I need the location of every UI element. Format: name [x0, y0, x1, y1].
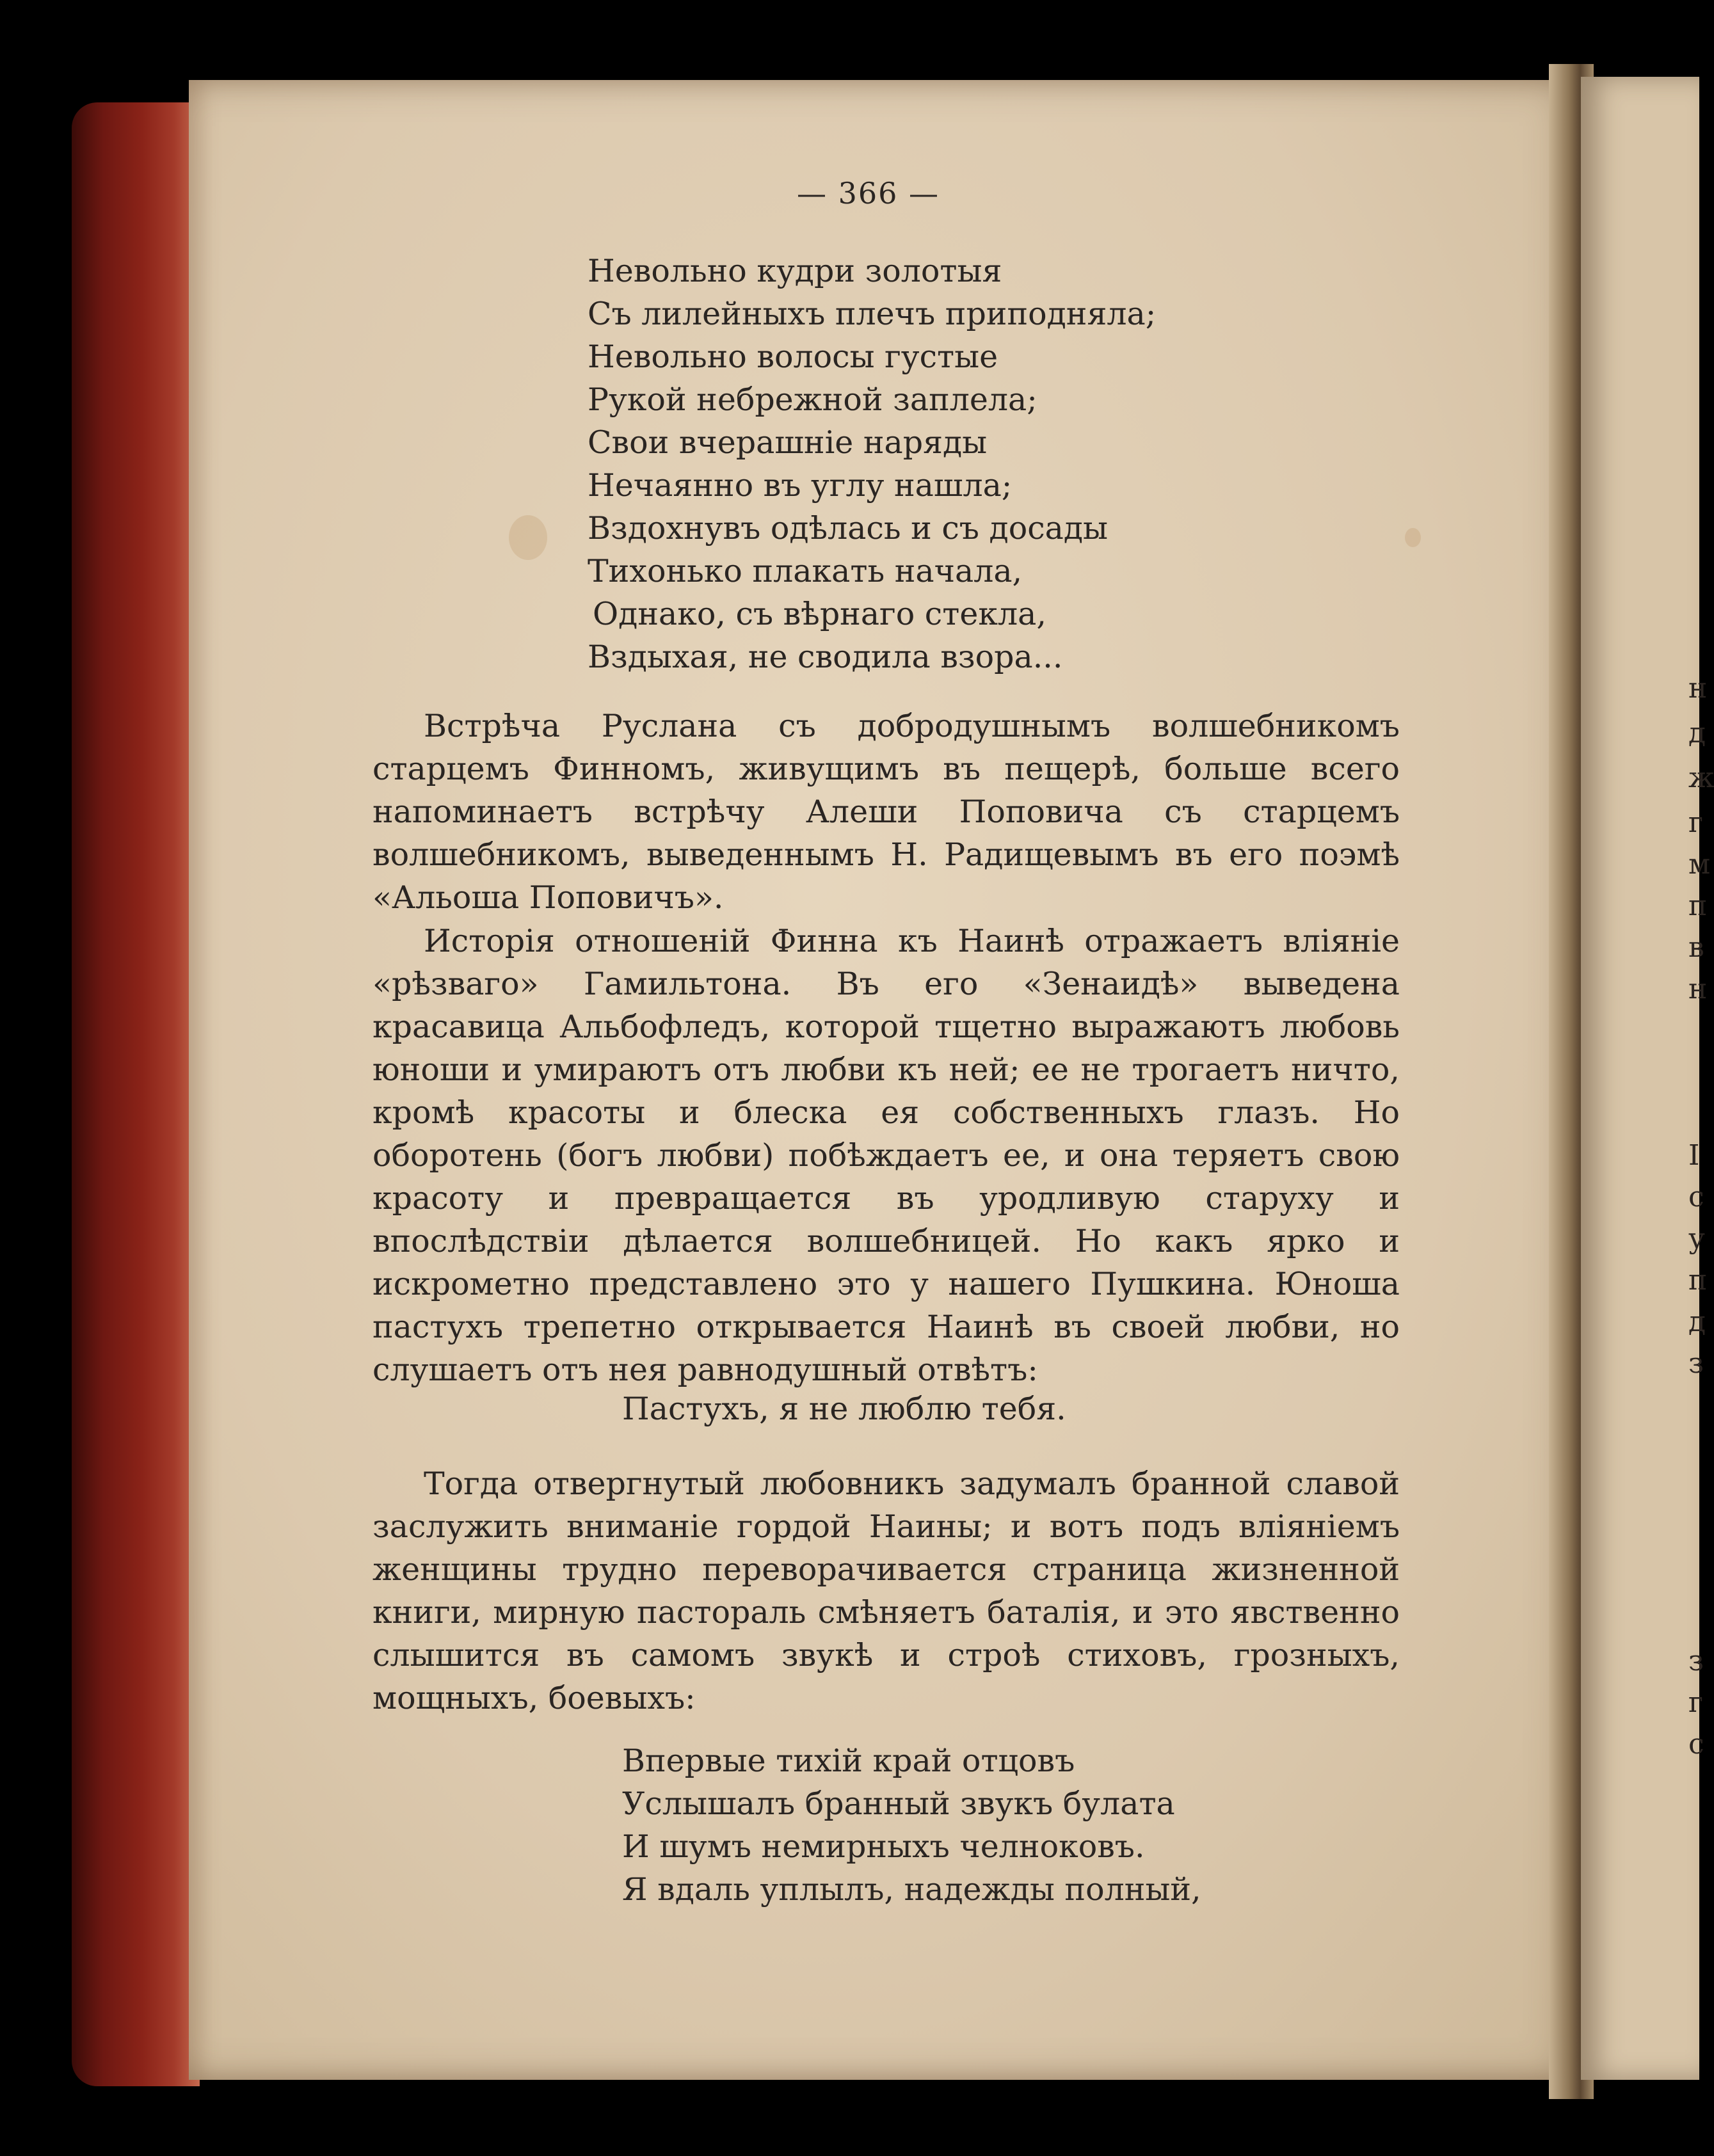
verse-line: Нечаянно въ углу нашла; [588, 467, 1013, 504]
adjacent-page-fragment: в [1688, 931, 1704, 964]
adjacent-page-fragment: у [1688, 1222, 1705, 1255]
paper-stain [509, 515, 547, 560]
verse-line: И шумъ немирныхъ челноковъ. [622, 1828, 1145, 1865]
verse-line: Впервые тихій край отцовъ [622, 1743, 1075, 1779]
adjacent-page [1581, 77, 1714, 2080]
verse-line: Рукой небрежной заплела; [588, 381, 1037, 418]
verse-block [622, 1739, 1201, 1911]
verse-line: Съ лилейныхъ плечъ приподняла; [588, 296, 1157, 332]
verse-line: Невольно волосы густые [588, 339, 998, 375]
verse-block [588, 250, 1156, 678]
paper-stain [1405, 528, 1421, 547]
book-page-edges [72, 102, 200, 2086]
adjacent-page-fragment: м [1688, 848, 1711, 881]
adjacent-page-fragment: ж [1688, 762, 1714, 794]
verse-line: Я вдаль уплылъ, надежды полный, [622, 1871, 1201, 1908]
paragraph: Встрѣча Руслана съ добродушнымъ волшебникомъ старцемъ Финномъ, живущимъ въ пещерѣ, больше всего напоминаетъ встрѣчу Алеши Поповича съ старцемъ волшебникомъ, выведеннымъ Н. Радищевымъ въ его поэмѣ «Альоша Поповичъ». [372, 708, 1400, 916]
verse-line: Вздохнувъ одѣлась и съ досады [588, 510, 1109, 547]
adjacent-page-fragment: п [1688, 890, 1708, 922]
adjacent-page-fragment: I [1688, 1139, 1700, 1172]
adjacent-page-fragment: г [1688, 1686, 1704, 1719]
paragraph: Тогда отвергнутый любовникъ задумалъ бранной славой заслужить вниманіе гордой Наины; и вотъ подъ вліяніемъ женщины трудно переворачивается страница жизненной книги, мирную пастораль смѣняетъ баталія, и это явственно слышится въ самомъ звукѣ и строѣ стиховъ, грозныхъ, мощныхъ, боевыхъ: [372, 1465, 1400, 1716]
adjacent-page-fragment: с [1688, 1181, 1704, 1213]
adjacent-page-fragment: с [1688, 1728, 1704, 1761]
adjacent-page-fragment: г [1688, 806, 1704, 839]
adjacent-page-fragment: д [1688, 1306, 1706, 1338]
page-number: — 366 — [797, 176, 940, 211]
verse-line: Услышалъ бранный звукъ булата [622, 1785, 1175, 1822]
adjacent-page-fragment: н [1688, 973, 1708, 1005]
paragraph: Исторія отношеній Финна къ Наинѣ отражаетъ вліяніе «рѣзваго» Гамильтона. Въ его «Зенаидѣ» выведена красавица Альбофледъ, которой тщетно выражаютъ любовь юноши и умираютъ отъ любви къ ней; ее не трогаетъ ничто, кромѣ красоты и блеска ея собственныхъ глазъ. Но оборотень (богъ любви) побѣждаетъ ее, и она теряетъ свою красоту и превращается въ уродливую старуху и впослѣдствіи дѣлается волшебницей. Но какъ ярко и искрометно представлено это у нашего Пушкина. Юноша пастухъ трепетно открывается Наинѣ въ своей любви, но слушаетъ отъ нея равнодушный отвѣтъ: [372, 923, 1400, 1388]
verse-line: Свои вчерашніе наряды [588, 424, 988, 461]
adjacent-page-fragment: н [1688, 672, 1708, 705]
quoted-line: Пастухъ, я не люблю тебя. [622, 1391, 1066, 1427]
verse-line: Тихонько плакать начала, [588, 553, 1023, 589]
adjacent-page-fragment: п [1688, 1264, 1708, 1297]
adjacent-page-fragment: з [1688, 1645, 1704, 1677]
verse-line: Однако, съ вѣрнаго стекла, [593, 596, 1046, 632]
verse-line: Невольно кудри золотыя [588, 253, 1002, 289]
adjacent-page-fragment: з [1688, 1347, 1704, 1380]
adjacent-page-fragment: д [1688, 717, 1706, 749]
verse-line: Вздыхая, не сводила взора... [588, 639, 1063, 675]
